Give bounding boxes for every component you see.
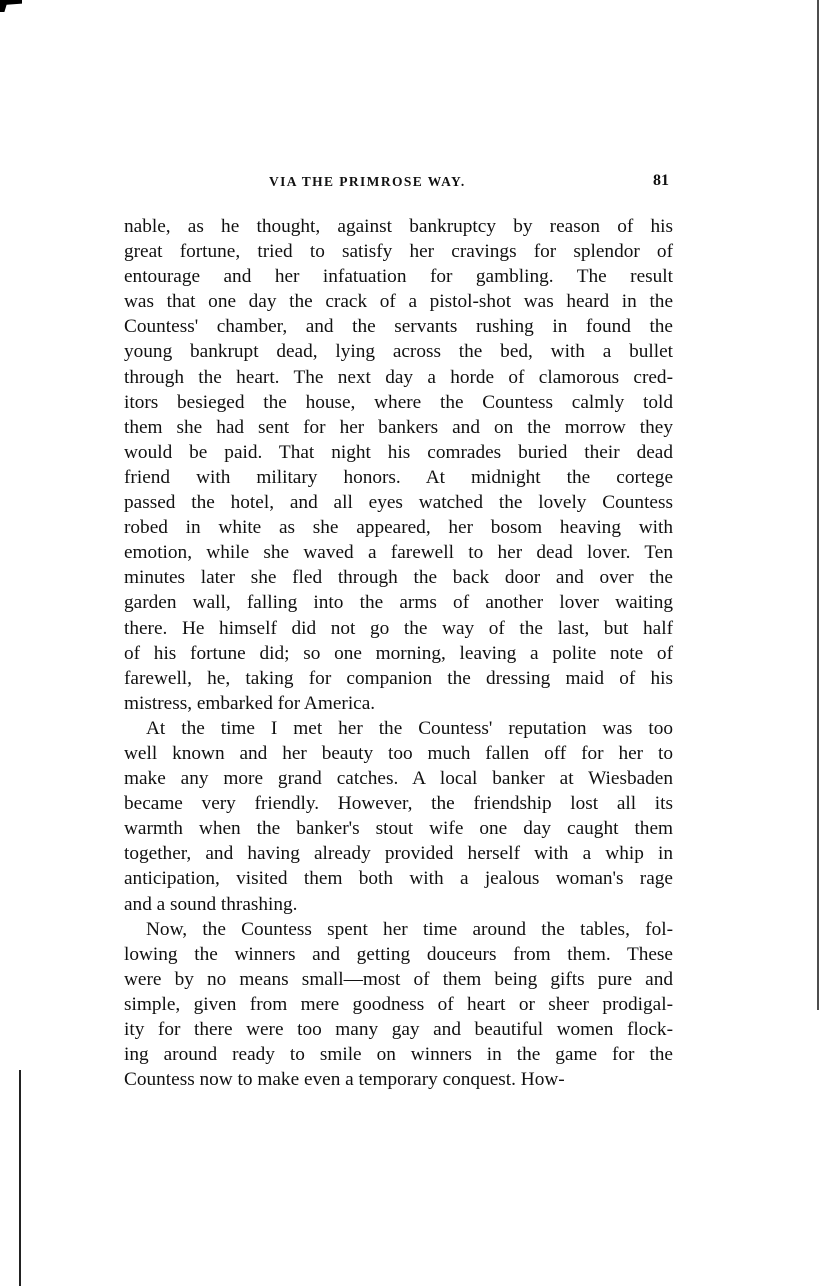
text-line: emotion, while she waved a farewell to her dead lover. Ten	[124, 542, 673, 564]
paragraph	[124, 917, 673, 1093]
text-line: lowing the winners and getting douceurs from them. These	[124, 943, 673, 965]
running-head	[124, 172, 673, 194]
scan-edge-left	[19, 1070, 21, 1286]
text-line: nable, as he thought, against bankruptcy by reason of his	[124, 216, 673, 237]
scan-corner-mark	[0, 0, 22, 12]
text-line: would be paid. That night his comrades buried their dead	[124, 441, 673, 463]
text-line: garden wall, falling into the arms of another lover waiting	[124, 592, 673, 614]
text-line: of his fortune did; so one morning, leaving a polite note of	[124, 642, 673, 664]
text-line: At the time I met her the Countess' reputation was too	[146, 717, 673, 739]
text-line: was that one day the crack of a pistol-shot was heard in the	[124, 291, 673, 313]
text-line: simple, given from mere goodness of heart or sheer prodigal-	[124, 993, 673, 1015]
text-line: entourage and her infatuation for gambling. The result	[124, 266, 673, 288]
text-line: Countess now to make even a temporary conquest. How-	[124, 1069, 565, 1091]
text-line: robed in white as she appeared, her bosom heaving with	[124, 517, 673, 539]
text-line: became very friendly. However, the friendship lost all its	[124, 793, 673, 815]
text-line: itors besieged the house, where the Countess calmly told	[124, 391, 673, 413]
text-line: friend with military honors. At midnight the cortege	[124, 466, 673, 488]
text-line: anticipation, visited them both with a jealous woman's rage	[124, 868, 673, 890]
page-number: 81	[653, 172, 669, 189]
text-line: make any more grand catches. A local banker at Wiesbaden	[124, 768, 673, 790]
running-head-title: VIA THE PRIMROSE WAY.	[269, 174, 466, 189]
text-line: warmth when the banker's stout wife one day caught them	[124, 818, 673, 840]
text-line: were by no means small—most of them being gifts pure and	[124, 968, 673, 990]
text-line: young bankrupt dead, lying across the bed, with a bullet	[124, 341, 673, 363]
text-line: minutes later she fled through the back door and over the	[124, 567, 673, 589]
text-line: passed the hotel, and all eyes watched the lovely Countess	[124, 492, 673, 514]
text-line: through the heart. The next day a horde of clamorous cred-	[124, 366, 673, 388]
text-line: well known and her beauty too much fallen off for her to	[124, 742, 673, 764]
body-text	[124, 214, 673, 1092]
text-line: ity for there were too many gay and beautiful women flock-	[124, 1019, 673, 1040]
text-line: mistress, embarked for America.	[124, 692, 376, 714]
text-line: ing around ready to smile on winners in the game for the	[124, 1044, 673, 1066]
paragraph	[124, 214, 673, 716]
text-line: great fortune, tried to satisfy her cravings for splendor of	[124, 241, 673, 263]
text-line: Countess' chamber, and the servants rushing in found the	[124, 316, 673, 338]
text-line: together, and having already provided herself with a whip in	[124, 843, 673, 865]
text-line: farewell, he, taking for companion the dressing maid of his	[124, 667, 673, 689]
paragraph	[124, 716, 673, 917]
scan-edge-right	[817, 0, 819, 1010]
text-line: them she had sent for her bankers and on the morrow they	[124, 416, 673, 438]
text-line: there. He himself did not go the way of the last, but half	[124, 617, 673, 639]
text-line: and a sound thrashing.	[124, 893, 298, 915]
text-line: Now, the Countess spent her time around the tables, fol-	[146, 918, 673, 940]
